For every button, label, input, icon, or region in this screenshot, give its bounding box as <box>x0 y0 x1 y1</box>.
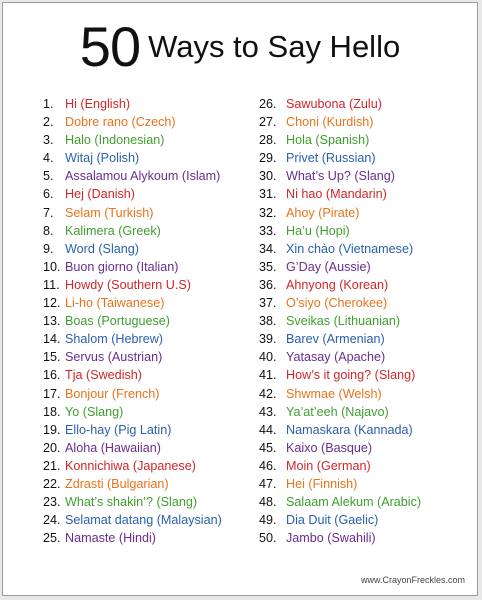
item-number: 45. <box>259 440 277 455</box>
list-item <box>43 240 259 258</box>
list-item <box>43 511 259 529</box>
list-item <box>259 312 475 330</box>
item-number: 1. <box>43 97 54 111</box>
list-item <box>259 366 475 384</box>
list-item <box>43 439 259 457</box>
item-number: 35. <box>259 259 277 274</box>
item-number: 21. <box>43 458 61 473</box>
greeting-text: Zdrasti (Bulgarian) <box>65 476 169 491</box>
list-item <box>259 204 475 222</box>
list-item <box>43 421 259 439</box>
list-item <box>43 204 259 222</box>
item-number: 39. <box>259 332 277 347</box>
greeting-text: Sawubona (Zulu) <box>286 97 382 111</box>
greeting-text: Hi (English) <box>65 97 131 111</box>
list-item <box>259 439 475 457</box>
website-credit: www.CrayonFreckles.com <box>360 575 465 585</box>
list-item <box>43 276 259 294</box>
item-number: 11. <box>43 277 60 292</box>
greeting-text: Shalom (Hebrew) <box>65 332 163 347</box>
item-number: 42. <box>259 386 277 401</box>
item-number: 29. <box>259 151 277 166</box>
greeting-text: Hej (Danish) <box>65 187 135 202</box>
list-item <box>259 113 475 131</box>
greeting-text: Konnichiwa (Japanese) <box>65 458 196 473</box>
item-number: 46. <box>259 458 277 473</box>
greeting-text: Li-ho (Taiwanese) <box>65 296 165 311</box>
greeting-text: Salaam Alekum (Arabic) <box>286 495 422 510</box>
item-number: 30. <box>259 169 277 184</box>
greeting-text: Yo (Slang) <box>65 404 124 419</box>
list-item <box>259 330 475 348</box>
list-item <box>43 113 259 131</box>
list-item <box>259 149 475 167</box>
greeting-text: Jambo (Swahili) <box>286 531 376 546</box>
item-number: 13. <box>43 314 61 329</box>
greetings-list-left <box>43 95 259 547</box>
greeting-text: G’Day (Aussie) <box>286 259 371 274</box>
item-number: 31. <box>259 187 277 202</box>
list-item <box>259 294 475 312</box>
item-number: 33. <box>259 223 277 238</box>
item-number: 2. <box>43 115 54 130</box>
item-number: 49. <box>259 513 277 528</box>
greeting-text: Ahnyong (Korean) <box>286 277 389 292</box>
item-number: 36. <box>259 277 277 292</box>
list-item <box>259 222 475 240</box>
greeting-text: Servus (Austrian) <box>65 350 163 365</box>
poster <box>2 2 478 596</box>
greeting-text: Hola (Spanish) <box>286 133 370 148</box>
item-number: 43. <box>259 404 277 419</box>
item-number: 14. <box>43 332 61 347</box>
item-number: 27. <box>259 115 277 130</box>
list-item <box>259 529 475 547</box>
item-number: 48. <box>259 495 277 510</box>
list-item <box>259 276 475 294</box>
item-number: 38. <box>259 314 277 329</box>
greeting-text: Witaj (Polish) <box>65 151 140 166</box>
greeting-text: What’s shakin’? (Slang) <box>65 495 198 510</box>
greeting-text: O’siyo (Cherokee) <box>286 296 388 311</box>
item-number: 7. <box>43 205 54 220</box>
page-title <box>3 15 477 79</box>
list-item <box>259 167 475 185</box>
list-item <box>43 366 259 384</box>
greeting-text: Barev (Armenian) <box>286 332 385 347</box>
item-number: 18. <box>43 404 61 419</box>
item-number: 16. <box>43 368 61 383</box>
item-number: 15. <box>43 350 61 365</box>
greeting-text: Selamat datang (Malaysian) <box>65 513 222 528</box>
item-number: 44. <box>259 422 277 437</box>
list-item <box>43 385 259 403</box>
item-number: 34. <box>259 241 277 256</box>
greeting-text: Halo (Indonesian) <box>65 133 165 148</box>
list-item <box>43 348 259 366</box>
list-item <box>259 240 475 258</box>
greeting-text: How’s it going? (Slang) <box>286 368 416 383</box>
greeting-text: What’s Up? (Slang) <box>286 169 395 184</box>
greeting-text: Dia Duit (Gaelic) <box>286 513 379 528</box>
list-item <box>259 348 475 366</box>
list-item <box>43 330 259 348</box>
item-number: 23. <box>43 495 61 510</box>
list-item <box>259 131 475 149</box>
list-item <box>259 493 475 511</box>
greeting-text: Ahoy (Pirate) <box>286 205 360 220</box>
list-item <box>43 457 259 475</box>
title-text: Ways to Say Hello <box>148 29 401 64</box>
greeting-text: Buon giorno (Italian) <box>65 259 179 274</box>
list-item <box>43 493 259 511</box>
greeting-text: Kaixo (Basque) <box>286 440 373 455</box>
list-item <box>259 511 475 529</box>
list-item <box>43 185 259 203</box>
list-item <box>43 222 259 240</box>
item-number: 37. <box>259 296 277 311</box>
list-item <box>43 294 259 312</box>
greeting-text: Howdy (Southern U.S) <box>65 277 191 292</box>
greeting-text: Yatasay (Apache) <box>286 350 386 365</box>
greeting-text: Bonjour (French) <box>65 386 160 401</box>
greeting-text: Tja (Swedish) <box>65 368 142 383</box>
greeting-text: Namaste (Hindi) <box>65 531 156 546</box>
greeting-text: Xin chào (Vietnamese) <box>286 241 414 256</box>
title-number: 50 <box>79 15 141 78</box>
greeting-text: Selam (Turkish) <box>65 205 154 220</box>
item-number: 24. <box>43 513 61 528</box>
item-number: 41. <box>259 368 277 383</box>
item-number: 28. <box>259 133 277 148</box>
item-number: 22. <box>43 476 61 491</box>
list-item <box>259 457 475 475</box>
list-item <box>43 149 259 167</box>
greeting-text: Word (Slang) <box>65 241 139 256</box>
item-number: 47. <box>259 476 277 491</box>
item-number: 4. <box>43 151 54 166</box>
list-item <box>43 95 259 113</box>
greeting-text: Aloha (Hawaiian) <box>65 440 161 455</box>
item-number: 26. <box>259 97 277 111</box>
list-item <box>259 258 475 276</box>
list-item <box>259 421 475 439</box>
greeting-text: Sveikas (Lithuanian) <box>286 314 401 329</box>
greeting-text: Boas (Portuguese) <box>65 314 171 329</box>
list-item <box>259 475 475 493</box>
greeting-text: Ha’u (Hopi) <box>286 223 350 238</box>
list-item <box>43 258 259 276</box>
greeting-text: Hei (Finnish) <box>286 476 358 491</box>
list-item <box>259 95 475 113</box>
greeting-text: Ya’at’eeh (Najavo) <box>286 404 389 419</box>
greeting-text: Privet (Russian) <box>286 151 376 166</box>
greetings-list-right <box>259 95 475 547</box>
item-number: 9. <box>43 241 54 256</box>
greeting-text: Kalimera (Greek) <box>65 223 161 238</box>
list-item <box>259 385 475 403</box>
item-number: 40. <box>259 350 277 365</box>
item-number: 10. <box>43 259 61 274</box>
list-item <box>43 167 259 185</box>
greeting-text: Dobre rano (Czech) <box>65 115 176 130</box>
item-number: 20. <box>43 440 61 455</box>
greeting-text: Ni hao (Mandarin) <box>286 187 387 202</box>
greeting-text: Namaskara (Kannada) <box>286 422 413 437</box>
item-number: 32. <box>259 205 277 220</box>
list-item <box>43 131 259 149</box>
list-item <box>43 475 259 493</box>
list-item <box>43 312 259 330</box>
item-number: 8. <box>43 223 54 238</box>
item-number: 3. <box>43 133 54 148</box>
greeting-text: Moin (German) <box>286 458 371 473</box>
item-number: 17. <box>43 386 61 401</box>
list-item <box>43 403 259 421</box>
list-item <box>43 529 259 547</box>
greeting-text: Choni (Kurdish) <box>286 115 374 130</box>
item-number: 12. <box>43 296 61 311</box>
greeting-text: Ello-hay (Pig Latin) <box>65 422 172 437</box>
greeting-text: Shwmae (Welsh) <box>286 386 382 401</box>
item-number: 6. <box>43 187 54 202</box>
greeting-text: Assalamou Alykoum (Islam) <box>65 169 221 184</box>
list-item <box>259 403 475 421</box>
item-number: 5. <box>43 169 54 184</box>
list-item <box>259 185 475 203</box>
item-number: 50. <box>259 531 277 546</box>
item-number: 25. <box>43 531 61 546</box>
item-number: 19. <box>43 422 61 437</box>
